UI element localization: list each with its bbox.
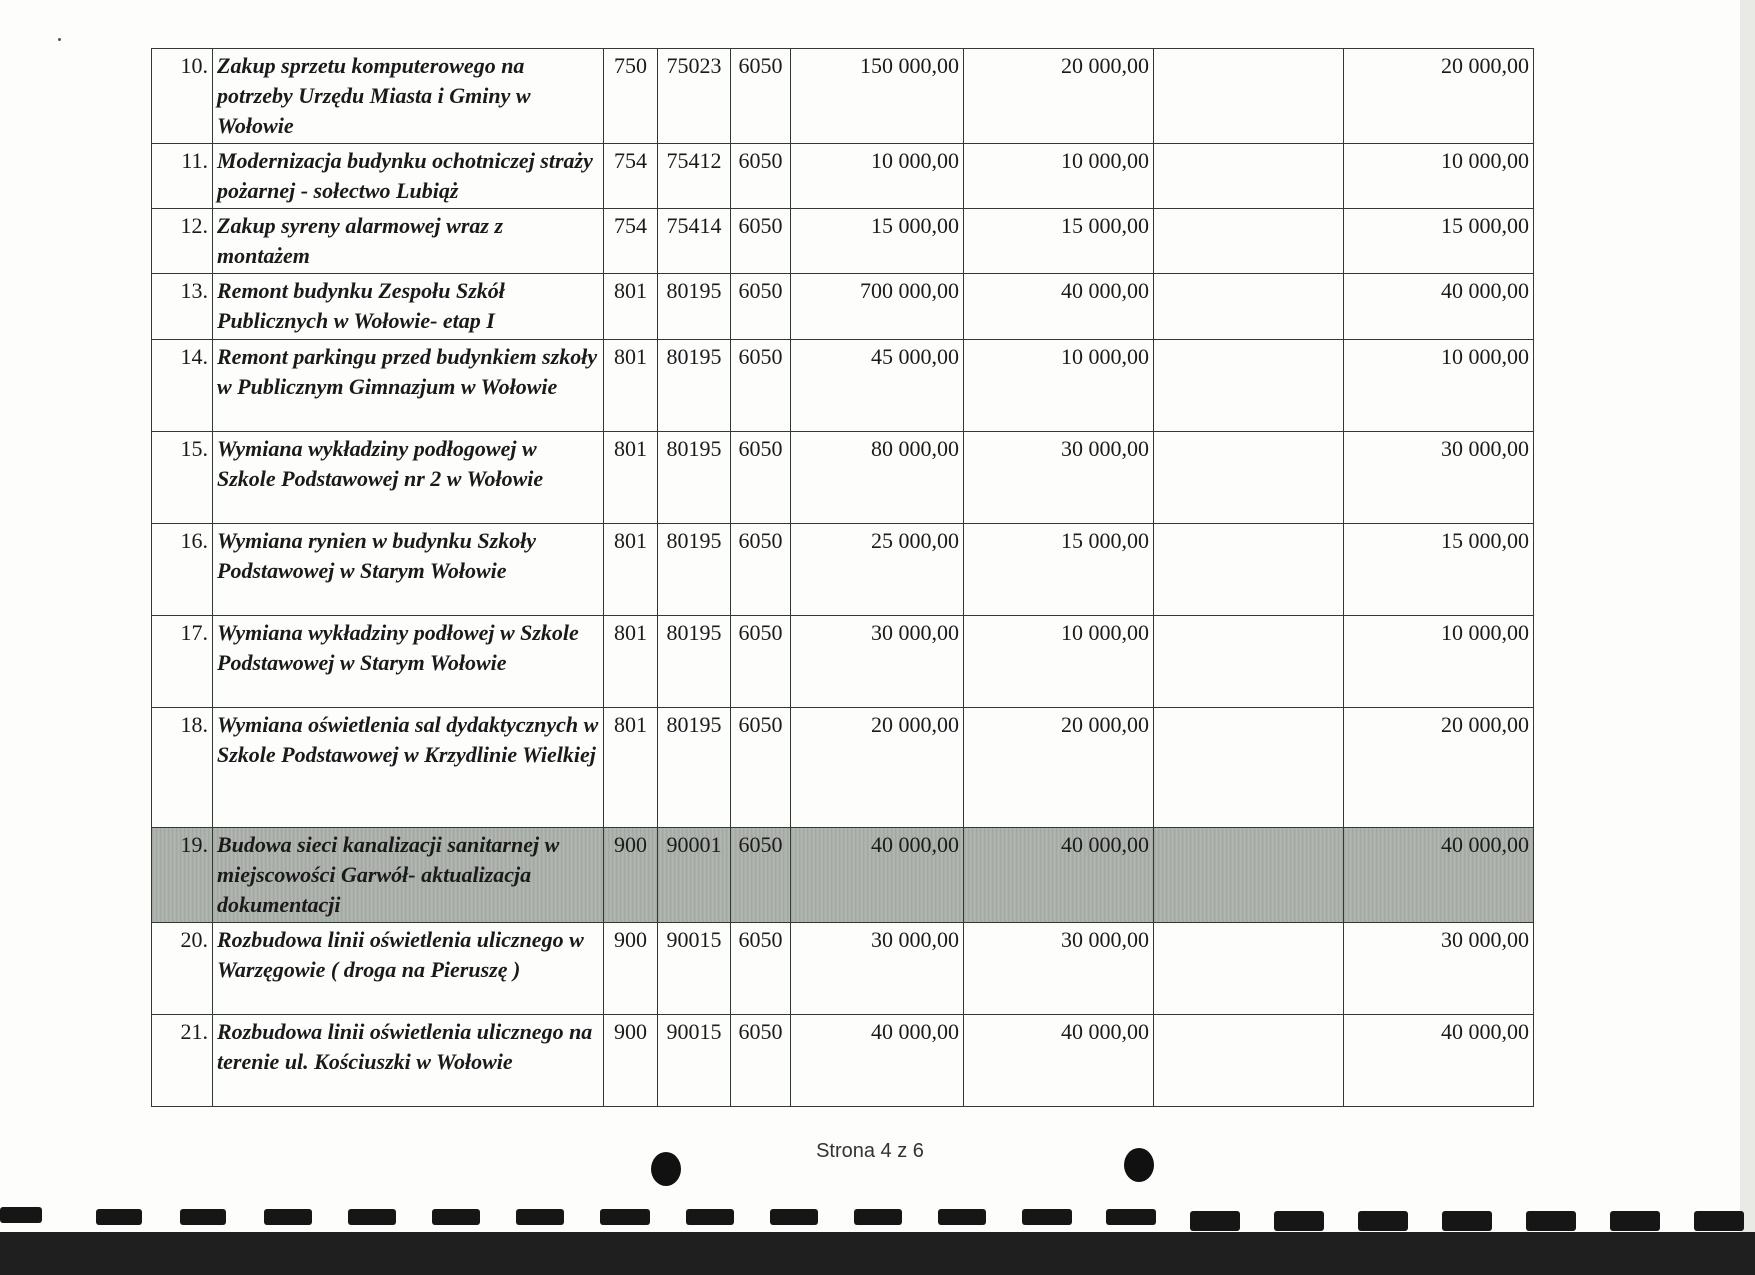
dzial-code: 801 — [604, 432, 658, 524]
other-sources — [1154, 340, 1344, 432]
row-number: 14. — [152, 340, 213, 432]
total-cost: 10 000,00 — [791, 144, 964, 209]
planned-amount: 10 000,00 — [964, 616, 1154, 708]
total-cost: 150 000,00 — [791, 49, 964, 144]
task-name: Remont parkingu przed budynkiem szkoły w Publicznym Gimnazjum w Wołowie — [213, 340, 604, 432]
total-cost: 80 000,00 — [791, 432, 964, 524]
page-number: Strona 4 z 6 — [816, 1140, 924, 1162]
rozdzial-code: 90015 — [658, 1015, 731, 1107]
task-name: Budowa sieci kanalizacji sanitarnej w miejscowości Garwół- aktualizacja dokumentacji — [213, 828, 604, 923]
row-number: 13. — [152, 274, 213, 340]
paragraf-code: 6050 — [731, 1015, 791, 1107]
task-name: Wymiana oświetlenia sal dydaktycznych w Szkole Podstawowej w Krzydlinie Wielkiej — [213, 708, 604, 828]
table-row — [152, 209, 1534, 274]
dzial-code: 900 — [604, 923, 658, 1015]
rozdzial-code: 90001 — [658, 828, 731, 923]
dzial-code: 750 — [604, 49, 658, 144]
binding-perforation — [0, 1203, 1755, 1231]
rozdzial-code: 80195 — [658, 340, 731, 432]
table-row — [152, 274, 1534, 340]
other-sources — [1154, 708, 1344, 828]
budget-sum: 15 000,00 — [1344, 209, 1534, 274]
task-name: Zakup sprzetu komputerowego na potrzeby Urzędu Miasta i Gminy w Wołowie — [213, 49, 604, 144]
other-sources — [1154, 524, 1344, 616]
total-cost: 30 000,00 — [791, 923, 964, 1015]
budget-sum: 20 000,00 — [1344, 708, 1534, 828]
paragraf-code: 6050 — [731, 616, 791, 708]
task-name: Rozbudowa linii oświetlenia ulicznego na terenie ul. Kościuszki w Wołowie — [213, 1015, 604, 1107]
row-number: 15. — [152, 432, 213, 524]
other-sources — [1154, 274, 1344, 340]
planned-amount: 30 000,00 — [964, 923, 1154, 1015]
other-sources — [1154, 828, 1344, 923]
budget-sum: 10 000,00 — [1344, 340, 1534, 432]
planned-amount: 20 000,00 — [964, 49, 1154, 144]
row-number: 19. — [152, 828, 213, 923]
row-number: 12. — [152, 209, 213, 274]
planned-amount: 40 000,00 — [964, 828, 1154, 923]
total-cost: 20 000,00 — [791, 708, 964, 828]
total-cost: 40 000,00 — [791, 1015, 964, 1107]
paragraf-code: 6050 — [731, 49, 791, 144]
dzial-code: 754 — [604, 144, 658, 209]
budget-sum: 20 000,00 — [1344, 49, 1534, 144]
total-cost: 30 000,00 — [791, 616, 964, 708]
table-row — [152, 524, 1534, 616]
investment-table — [151, 48, 1534, 1107]
scanner-background — [0, 1232, 1755, 1275]
planned-amount: 10 000,00 — [964, 144, 1154, 209]
budget-sum: 10 000,00 — [1344, 616, 1534, 708]
budget-sum: 40 000,00 — [1344, 274, 1534, 340]
task-name: Remont budynku Zespołu Szkół Publicznych w Wołowie- etap I — [213, 274, 604, 340]
row-number: 11. — [152, 144, 213, 209]
paragraf-code: 6050 — [731, 828, 791, 923]
rozdzial-code: 75023 — [658, 49, 731, 144]
table-row-highlighted — [152, 828, 1534, 923]
planned-amount: 30 000,00 — [964, 432, 1154, 524]
paragraf-code: 6050 — [731, 274, 791, 340]
scan-speck — [58, 38, 61, 41]
dzial-code: 801 — [604, 708, 658, 828]
task-name: Rozbudowa linii oświetlenia ulicznego w Warzęgowie ( droga na Pieruszę ) — [213, 923, 604, 1015]
punch-hole-left — [651, 1152, 681, 1186]
table-row — [152, 432, 1534, 524]
planned-amount: 20 000,00 — [964, 708, 1154, 828]
page-edge — [1740, 0, 1755, 1275]
task-name: Wymiana rynien w budynku Szkoły Podstawowej w Starym Wołowie — [213, 524, 604, 616]
paragraf-code: 6050 — [731, 524, 791, 616]
other-sources — [1154, 49, 1344, 144]
paragraf-code: 6050 — [731, 708, 791, 828]
other-sources — [1154, 923, 1344, 1015]
table-row — [152, 1015, 1534, 1107]
row-number: 18. — [152, 708, 213, 828]
row-number: 16. — [152, 524, 213, 616]
table-row — [152, 144, 1534, 209]
budget-sum: 10 000,00 — [1344, 144, 1534, 209]
budget-sum: 30 000,00 — [1344, 432, 1534, 524]
task-name: Wymiana wykładziny podłowej w Szkole Podstawowej w Starym Wołowie — [213, 616, 604, 708]
other-sources — [1154, 1015, 1344, 1107]
total-cost: 15 000,00 — [791, 209, 964, 274]
table-row — [152, 616, 1534, 708]
planned-amount: 15 000,00 — [964, 524, 1154, 616]
planned-amount: 40 000,00 — [964, 1015, 1154, 1107]
dzial-code: 801 — [604, 340, 658, 432]
rozdzial-code: 80195 — [658, 708, 731, 828]
table-row — [152, 340, 1534, 432]
table-row — [152, 923, 1534, 1015]
table-body — [152, 49, 1534, 1107]
total-cost: 700 000,00 — [791, 274, 964, 340]
paragraf-code: 6050 — [731, 340, 791, 432]
planned-amount: 15 000,00 — [964, 209, 1154, 274]
row-number: 21. — [152, 1015, 213, 1107]
dzial-code: 801 — [604, 274, 658, 340]
total-cost: 45 000,00 — [791, 340, 964, 432]
dzial-code: 801 — [604, 616, 658, 708]
other-sources — [1154, 209, 1344, 274]
task-name: Wymiana wykładziny podłogowej w Szkole Podstawowej nr 2 w Wołowie — [213, 432, 604, 524]
rozdzial-code: 80195 — [658, 274, 731, 340]
budget-sum: 40 000,00 — [1344, 828, 1534, 923]
budget-sum: 15 000,00 — [1344, 524, 1534, 616]
rozdzial-code: 80195 — [658, 524, 731, 616]
paragraf-code: 6050 — [731, 144, 791, 209]
row-number: 17. — [152, 616, 213, 708]
table-row — [152, 49, 1534, 144]
rozdzial-code: 80195 — [658, 616, 731, 708]
row-number: 20. — [152, 923, 213, 1015]
rozdzial-code: 75412 — [658, 144, 731, 209]
budget-sum: 30 000,00 — [1344, 923, 1534, 1015]
budget-sum: 40 000,00 — [1344, 1015, 1534, 1107]
other-sources — [1154, 616, 1344, 708]
row-number: 10. — [152, 49, 213, 144]
dzial-code: 900 — [604, 828, 658, 923]
table-row — [152, 708, 1534, 828]
rozdzial-code: 75414 — [658, 209, 731, 274]
total-cost: 40 000,00 — [791, 828, 964, 923]
dzial-code: 801 — [604, 524, 658, 616]
paragraf-code: 6050 — [731, 209, 791, 274]
paragraf-code: 6050 — [731, 432, 791, 524]
total-cost: 25 000,00 — [791, 524, 964, 616]
punch-hole-right — [1124, 1148, 1154, 1182]
rozdzial-code: 90015 — [658, 923, 731, 1015]
task-name: Modernizacja budynku ochotniczej straży pożarnej - sołectwo Lubiąż — [213, 144, 604, 209]
rozdzial-code: 80195 — [658, 432, 731, 524]
dzial-code: 754 — [604, 209, 658, 274]
task-name: Zakup syreny alarmowej wraz z montażem — [213, 209, 604, 274]
other-sources — [1154, 432, 1344, 524]
planned-amount: 40 000,00 — [964, 274, 1154, 340]
planned-amount: 10 000,00 — [964, 340, 1154, 432]
paragraf-code: 6050 — [731, 923, 791, 1015]
dzial-code: 900 — [604, 1015, 658, 1107]
other-sources — [1154, 144, 1344, 209]
